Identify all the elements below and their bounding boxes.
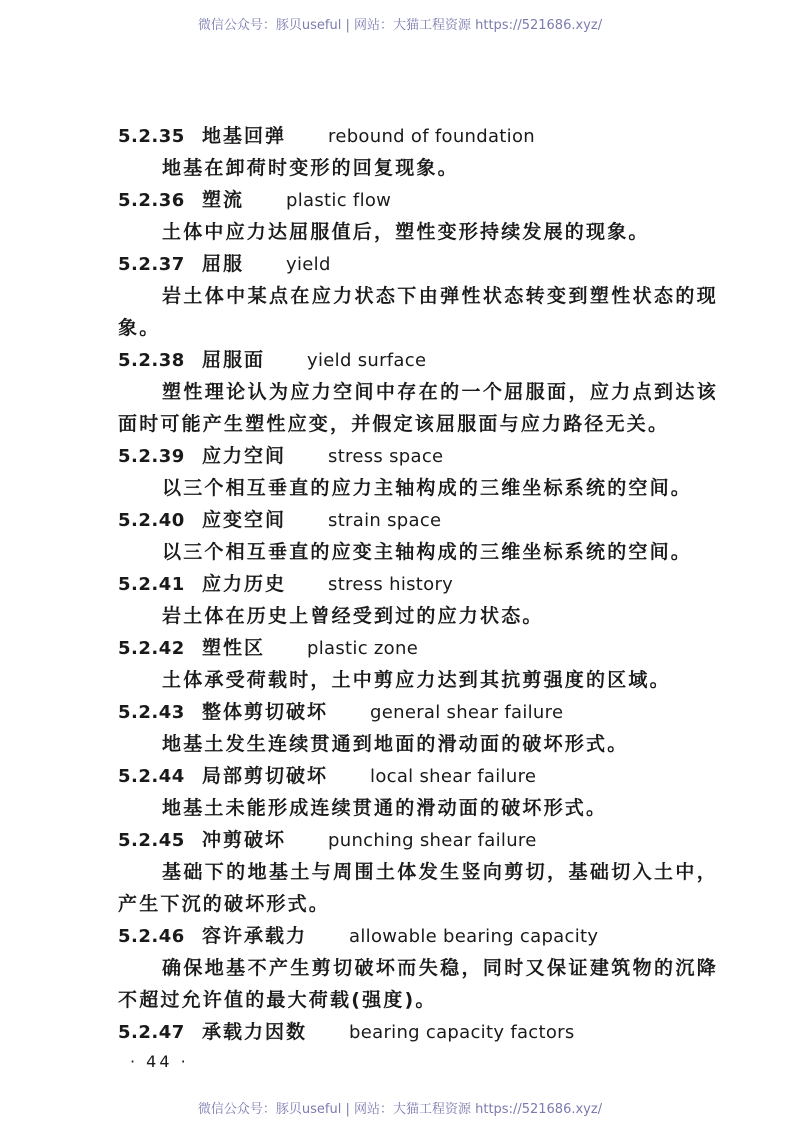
entry-number: 5.2.44 — [118, 766, 185, 787]
entry-term-en: allowable bearing capacity — [349, 926, 599, 947]
entry-term-en: plastic flow — [286, 190, 392, 211]
entry-number: 5.2.42 — [118, 638, 185, 659]
entry-number: 5.2.35 — [118, 126, 185, 147]
document-body — [118, 120, 718, 1048]
entry-number: 5.2.36 — [118, 190, 185, 211]
entry-number: 5.2.39 — [118, 446, 185, 467]
entry-definition: 地基在卸荷时变形的回复现象。 — [162, 157, 459, 179]
entry-definition: 岩土体中某点在应力状态下由弹性状态转变到塑性状态的现象。 — [118, 285, 718, 339]
entry-number: 5.2.38 — [118, 350, 185, 371]
entry-term-en: rebound of foundation — [328, 126, 535, 147]
entry-number: 5.2.37 — [118, 254, 185, 275]
entry-5-2-46 — [118, 920, 718, 1016]
entry-term-cn: 冲剪破坏 — [202, 829, 287, 851]
entry-term-en: strain space — [328, 510, 442, 531]
entry-definition: 以三个相互垂直的应力主轴构成的三维坐标系统的空间。 — [162, 477, 693, 499]
entry-term-cn: 容许承载力 — [202, 925, 308, 947]
watermark-bottom: 微信公众号：豚贝useful | 网站：大猫工程资源 https://521686.xyz/ — [197, 1102, 603, 1117]
entry-definition: 基础下的地基土与周围土体发生竖向剪切，基础切入土中，产生下沉的破坏形式。 — [118, 861, 718, 915]
entry-5-2-38 — [118, 344, 718, 440]
entry-number: 5.2.45 — [118, 830, 185, 851]
entry-definition: 地基土未能形成连续贯通的滑动面的破坏形式。 — [162, 797, 608, 819]
entry-term-cn: 局部剪切破坏 — [202, 765, 329, 787]
entry-definition: 土体承受荷载时，土中剪应力达到其抗剪强度的区域。 — [162, 669, 671, 691]
entry-term-en: bearing capacity factors — [349, 1022, 575, 1043]
entry-term-cn: 塑流 — [202, 189, 245, 211]
entry-term-en: stress history — [328, 574, 454, 595]
entry-term-en: local shear failure — [370, 766, 537, 787]
entry-term-cn: 塑性区 — [202, 637, 266, 659]
entry-5-2-42 — [118, 632, 718, 696]
entry-definition: 土体中应力达屈服值后，塑性变形持续发展的现象。 — [162, 221, 650, 243]
entry-number: 5.2.46 — [118, 926, 185, 947]
entry-term-en: plastic zone — [307, 638, 419, 659]
entry-term-cn: 屈服面 — [202, 349, 266, 371]
entry-number: 5.2.40 — [118, 510, 185, 531]
entry-term-cn: 承载力因数 — [202, 1021, 308, 1043]
entry-term-cn: 屈服 — [202, 253, 245, 275]
entry-number: 5.2.41 — [118, 574, 185, 595]
entry-5-2-35 — [118, 120, 718, 184]
entry-term-cn: 整体剪切破坏 — [202, 701, 329, 723]
entry-term-en: yield — [286, 254, 331, 275]
entry-term-cn: 应变空间 — [202, 509, 287, 531]
entry-definition: 地基土发生连续贯通到地面的滑动面的破坏形式。 — [162, 733, 629, 755]
entry-definition: 确保地基不产生剪切破坏而失稳，同时又保证建筑物的沉降不超过允许值的最大荷载(强度)。 — [118, 957, 718, 1011]
watermark-top: 微信公众号：豚贝useful | 网站：大猫工程资源 https://521686.xyz/ — [197, 18, 603, 33]
entry-5-2-45 — [118, 824, 718, 920]
entry-term-cn: 应力历史 — [202, 573, 287, 595]
entry-number: 5.2.47 — [118, 1022, 185, 1043]
entry-5-2-44 — [118, 760, 718, 824]
entry-term-cn: 地基回弹 — [202, 125, 287, 147]
entry-5-2-40 — [118, 504, 718, 568]
entry-definition: 岩土体在历史上曾经受到过的应力状态。 — [162, 605, 544, 627]
entry-5-2-37 — [118, 248, 718, 344]
entry-definition: 塑性理论认为应力空间中存在的一个屈服面，应力点到达该面时可能产生塑性应变，并假定该屈服面与应力路径无关。 — [118, 381, 718, 435]
entry-term-en: yield surface — [307, 350, 427, 371]
entry-5-2-41 — [118, 568, 718, 632]
page-number: · 44 · — [130, 1052, 189, 1071]
entry-term-en: general shear failure — [370, 702, 564, 723]
entry-term-en: stress space — [328, 446, 444, 467]
entry-definition: 以三个相互垂直的应变主轴构成的三维坐标系统的空间。 — [162, 541, 693, 563]
entry-5-2-47 — [118, 1016, 718, 1048]
entry-5-2-43 — [118, 696, 718, 760]
entry-5-2-36 — [118, 184, 718, 248]
entry-number: 5.2.43 — [118, 702, 185, 723]
entry-5-2-39 — [118, 440, 718, 504]
entry-term-en: punching shear failure — [328, 830, 537, 851]
entry-term-cn: 应力空间 — [202, 445, 287, 467]
